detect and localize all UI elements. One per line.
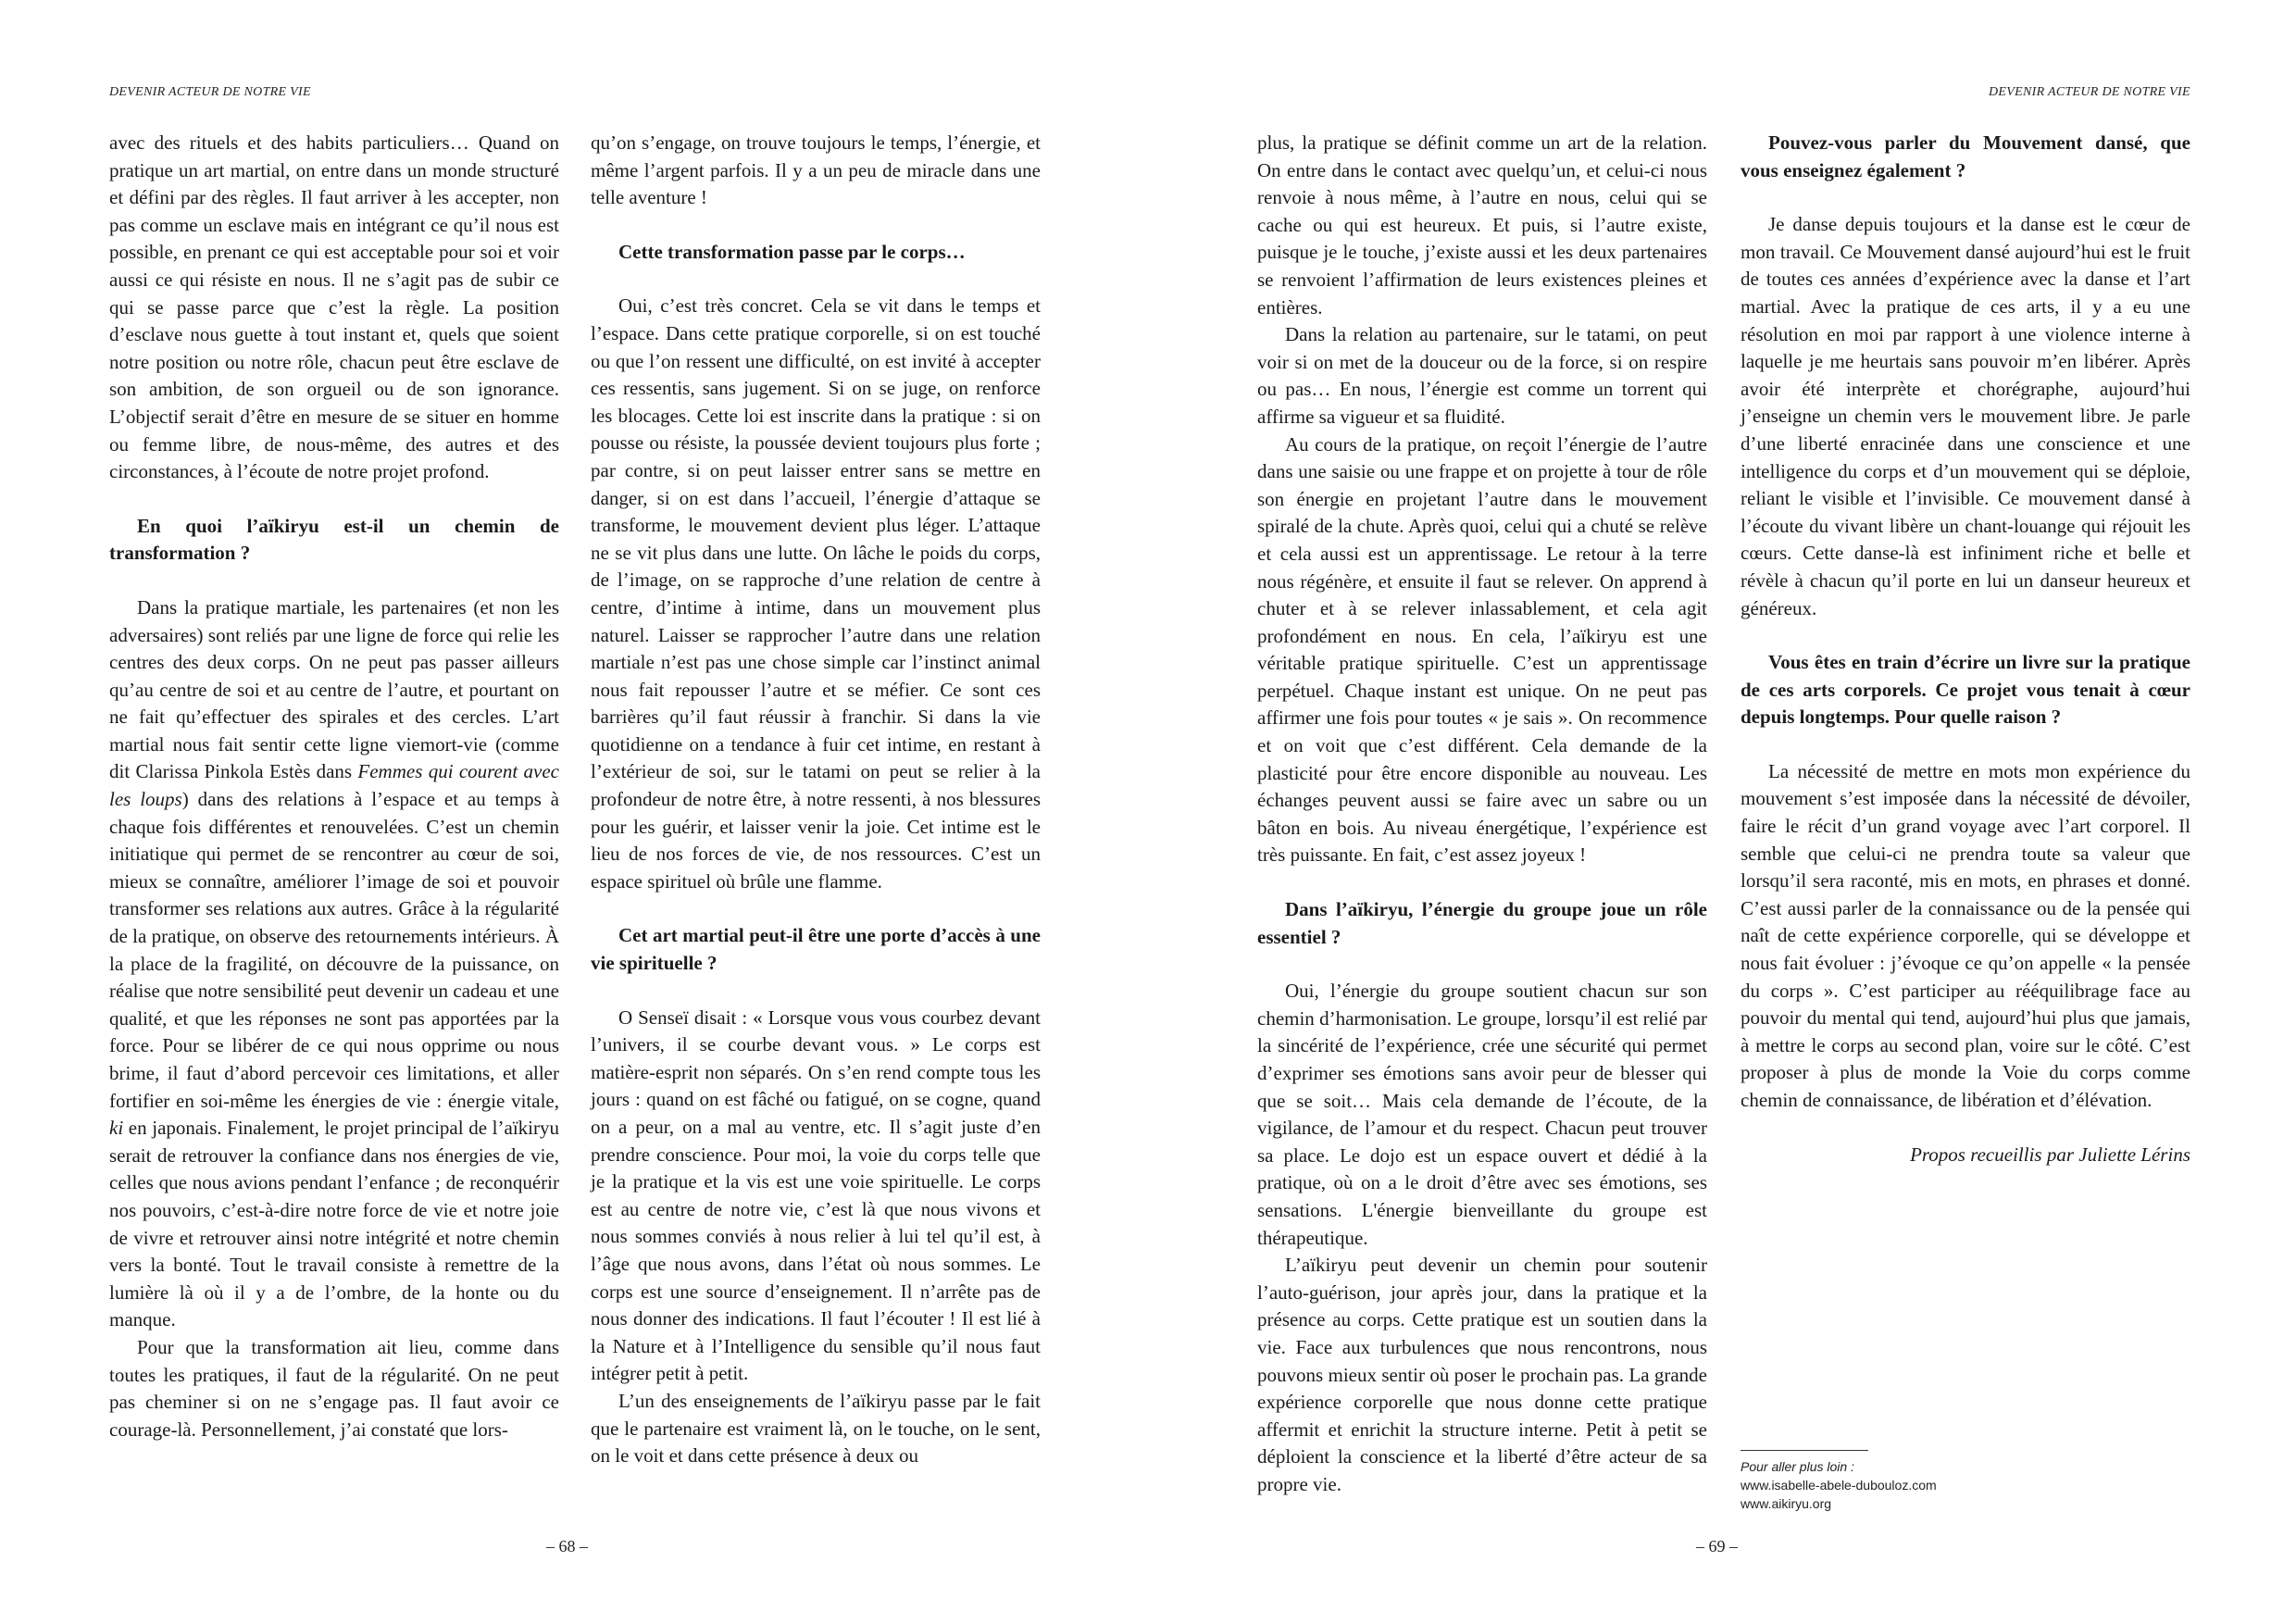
signature: Propos recueillis par Juliette Lérins	[1910, 1143, 2190, 1166]
paragraph: Dans la pratique martiale, les partenaires (et non les adversaires) sont reliés par une ligne de force qui relie les centres des deux corps. On ne peut pas passer ailleurs qu’au centre de soi et au centre de l’autre, et pourtant on ne fait qu’effectuer des spirales et des cercles. L’art martial nous fait sentir cette ligne viemort-vie (comme dit Clarissa Pinkola Estès dans Femmes qui courent avec les loups) dans des relations à l’espace et au temps à chaque fois différentes et renouvelées. C’est un chemin initiatique qui permet de se rencontrer au cœur de soi, mieux se connaître, améliorer l’image de soi et pouvoir transformer ses relations aux autres. Grâce à la régularité de la pratique, on observe des retournements intérieurs. À la place de la fragilité, on découvre de la puissance, on réalise que notre sensibilité peut devenir un cadeau et une qualité, et que les réponses ne sont pas apportées par la force. Pour se libérer de ce qui nous opprime ou nous brime, il faut d’abord percevoir ces limitations, et aller fortifier en soi-même les énergies de vie : énergie vitale, ki en japonais. Finalement, le projet principal de l’aïkiryu serait de retrouver la confiance dans nos énergies de vie, celles que nous avions pendant l’enfance ; de reconquérir nos pouvoirs, c’est-à-dire notre force de vie et notre joie de vivre et retrouver ainsi notre intégrité et notre chemin vers la bonté. Tout le travail consiste à remettre de la lumière là où il y a de l’ombre, de la honte ou du manque.	[109, 595, 559, 1331]
link-website[interactable]: www.isabelle-abele-dubouloz.com	[1741, 1478, 1937, 1493]
paragraph: L’un des enseignements de l’aïkiryu passe par le fait que le partenaire est vraiment là, on le touche, on le sent, on le voit et dans cette présence à deux ou	[591, 1389, 1041, 1468]
question-heading: Dans l’aïkiryu, l’énergie du groupe joue un rôle essentiel ?	[1257, 898, 1707, 948]
paragraph: qu’on s’engage, on trouve toujours le temps, l’énergie, et même l’argent parfois. Il y a un peu de miracle dans une telle aventure !	[591, 131, 1041, 209]
running-head-right: DEVENIR ACTEUR DE NOTRE VIE	[1989, 85, 2190, 99]
paragraph: avec des rituels et des habits particuliers… Quand on pratique un art martial, on entre dans un monde structuré et défini par des règles. Il faut arriver à les accepter, non pas comme un esclave mais en intégrant ce qu’il nous est possible, en prenant ce qui est acceptable pour soi et voir aussi ce qui résiste en nous. Il ne s’agit pas de subir ce qui se passe parce que c’est la règle. La position d’esclave nous guette à tout instant et, quels que soient notre position ou notre rôle, chacun peut être esclave de son ambition, de son orgueil ou de son ignorance. L’objectif serait d’être en mesure de se situer en homme ou femme libre, de nous-même, des autres et des circonstances, à l’écoute de notre projet profond.	[109, 131, 559, 483]
column-1	[109, 130, 559, 1443]
column-3	[1257, 130, 1707, 1499]
question-heading: Cette transformation passe par le corps…	[618, 240, 966, 263]
paragraph: O Senseï disait : « Lorsque vous vous courbez devant l’univers, il se courbe devant vous. » Le corps est matière-esprit non séparés. On s’en rend compte tous les jours : quand on est fâché ou fatigué, on se cogne, quand on a peur, on a mal au ventre, etc. Il s’agit juste d’en prendre conscience. Pour moi, la voie du corps telle que je la pratique et la vis est une voie spirituelle. Le corps est au centre de notre vie, c’est là que nous vivons et nous sommes conviés à nous relier à lui tel qu’il est, à l’âge que nous avons, dans l’état où nous sommes. Le corps est une source d’enseignement. Il n’arrête pas de nous donner des indications. Il faut l’écouter ! Il est lié à la Nature et à l’Intelligence du sensible qu’il nous faut intégrer petit à petit.	[591, 1006, 1041, 1385]
further-reading-intro: Pour aller plus loin :	[1741, 1459, 1854, 1474]
paragraph: Dans la relation au partenaire, sur le tatami, on peut voir si on met de la douceur ou de la force, si on respire ou pas… En nous, l’énergie est comme un torrent qui affirme sa vigueur et sa fluidité.	[1257, 323, 1707, 428]
link-aikiryu[interactable]: www.aikiryu.org	[1741, 1496, 1832, 1511]
paragraph: Au cours de la pratique, on reçoit l’énergie de l’autre dans une saisie ou une frappe et on projette à tour de rôle son énergie en projetant l’autre dans le mouvement spiralé de la chute. Après quoi, celui qui a chuté se relève et cela aussi est un apprentissage. Le retour à la terre nous régénère, et ensuite il faut se relever. On apprend à chuter et à se relever inlassablement, et cela agit profondément en nous. En cela, l’aïkiryu est une véritable pratique spirituelle. C’est un apprentissage perpétuel. Chaque instant est unique. On ne peut pas affirmer une fois pour toutes « je sais ». On recommence et on voit que c’est différent. Cela demande de la plasticité pour être encore disponible au nouveau. Les échanges peuvent aussi se faire avec un sabre ou un bâton en bois. Au niveau énergétique, l’expérience est très puissante. En fait, c’est assez joyeux !	[1257, 432, 1707, 867]
paragraph: La nécessité de mettre en mots mon expérience du mouvement s’est imposée dans la nécessité de dévoiler, faire le récit d’un grand voyage avec l’art corporel. Il semble que celui-ci ne prendra toute sa valeur que lorsqu’il sera raconté, mis en mots, en phrases et donné. C’est aussi parler de la connaissance ou de la pensée qui naît de cette expérience corporelle, qui se développe et nous fait évoluer : j’évoque ce qu’on appelle « la pensée du corps ». C’est participer au rééquilibrage face au pouvoir du mental qui tend, aujourd’hui plus que jamais, à mettre le corps au second plan, voire sur le côté. C’est proposer à plus de monde la Voie du corps comme chemin de connaissance, de libération et d’élévation.	[1741, 759, 2190, 1111]
paragraph: L’aïkiryu peut devenir un chemin pour soutenir l’auto-guérison, jour après jour, dans la pratique et la présence au corps. Cette pratique est un soutien dans la vie. Face aux turbulences que nous rencontrons, nous pouvons mieux sentir où poser le prochain pas. La grande expérience corporelle que nous donne cette pratique affermit et enrichit la structure interne. Petit à petit se déploient la conscience et la liberté d’être acteur de sa propre vie.	[1257, 1254, 1707, 1495]
page-number-right: – 69 –	[1696, 1537, 1738, 1555]
paragraph: Oui, c’est très concret. Cela se vit dans le temps et l’espace. Dans cette pratique corporelle, si on est touché ou que l’on ressent une difficulté, on est invité à accepter ces ressentis, sans jugement. Si on se juge, on renforce les blocages. Cette loi est inscrite dans la pratique : si on pousse ou résiste, la poussée devient toujours plus forte ; par contre, si on peut laisser entrer sans se mettre en danger, si on est dans l’accueil, l’énergie d’attaque se transforme, le mouvement devient plus léger. L’attaque ne se vit plus dans une lutte. On lâche le poids du corps, de l’image, on se rapproche d’une relation de centre à centre, d’intime à intime, dans un mouvement plus naturel. Laisser se rapprocher l’autre dans une relation martiale n’est pas une chose simple car l’instinct animal nous fait repousser l’autre et se méfier. Ce sont ces barrières qu’il faut réussir à franchir. Si dans la vie quotidienne on a tendance à fuir cet intime, en restant à l’extérieur de soi, sur le tatami on peut se relier à la profondeur de notre être, à notre ressenti, à nos blessures pour les guérir, et laisser venir la joie. Cet intime est le lieu de nos forces de vie, de nos ressources. C’est un espace spirituel où brûle une flamme.	[591, 294, 1041, 893]
footer-rule	[1741, 1450, 1868, 1451]
column-4	[1741, 130, 2190, 1168]
question-heading: Vous êtes en train d’écrire un livre sur la pratique de ces arts corporels. Ce projet vous tenait à cœur depuis longtemps. Pour quelle raison ?	[1741, 651, 2190, 729]
paragraph: plus, la pratique se définit comme un art de la relation. On entre dans le contact avec quelqu’un, et celui-ci nous renvoie à nous même, à l’autre en nous, celui qui se cache ou qui est heureux. Et puis, si l’autre existe, puisque je le touche, j’existe aussi et les deux partenaires se renvoient l’affirmation de leurs existences pleines et entières.	[1257, 131, 1707, 319]
question-heading: Cet art martial peut-il être une porte d’accès à une vie spirituelle ?	[591, 924, 1041, 975]
paragraph: Oui, l’énergie du groupe soutient chacun sur son chemin d’harmonisation. Le groupe, lorsqu’il est relié par la sincérité de l’expérience, crée une sécurité qui permet d’exprimer ses émotions sans avoir peur de blesser qui que se soit… Mais cela demande de l’écoute, de la vigilance, de l’amour et du respect. Chacun peut trouver sa place. Le dojo est un espace ouvert et dédié à la pratique, où on a le droit d’être avec ses émotions, ses sensations. L'énergie bienveillante du groupe est thérapeutique.	[1257, 980, 1707, 1249]
running-head-left: DEVENIR ACTEUR DE NOTRE VIE	[109, 85, 311, 99]
question-heading: Pouvez-vous parler du Mouvement dansé, que vous enseignez également ?	[1741, 131, 2190, 181]
paragraph: Je danse depuis toujours et la danse est le cœur de mon travail. Ce Mouvement dansé aujourd’hui est le fruit de toutes ces années d’expérience avec la danse et l’art martial. Avec la pratique de ces arts, il y a eu une résolution en moi par rapport à une violence interne à laquelle je me heurtais sans pouvoir m’en libérer. Après avoir été interprète et chorégraphe, aujourd’hui j’enseigne un chemin vers le mouvement libre. Je parle d’une liberté enracinée dans une conscience et une intelligence du corps et d’un mouvement qui se déploie, reliant le visible et l’invisible. Ce mouvement dansé à l’écoute du vivant libère un chant-louange qui réjouit les cœurs. Cette danse-là est infiniment riche et belle et révèle à chacun qu’il porte en lui un danseur heureux et généreux.	[1741, 213, 2190, 619]
page-number-left: – 68 –	[546, 1537, 588, 1555]
further-reading	[1741, 1457, 1937, 1513]
paragraph: Pour que la transformation ait lieu, comme dans toutes les pratiques, il faut de la régularité. On ne peut pas cheminer si on ne s’engage pas. Il faut avoir ce courage-là. Personnellement, j’ai constaté que lors-	[109, 1335, 559, 1441]
column-2	[591, 130, 1041, 1470]
question-heading: En quoi l’aïkiryu est-il un chemin de transformation ?	[109, 514, 559, 565]
